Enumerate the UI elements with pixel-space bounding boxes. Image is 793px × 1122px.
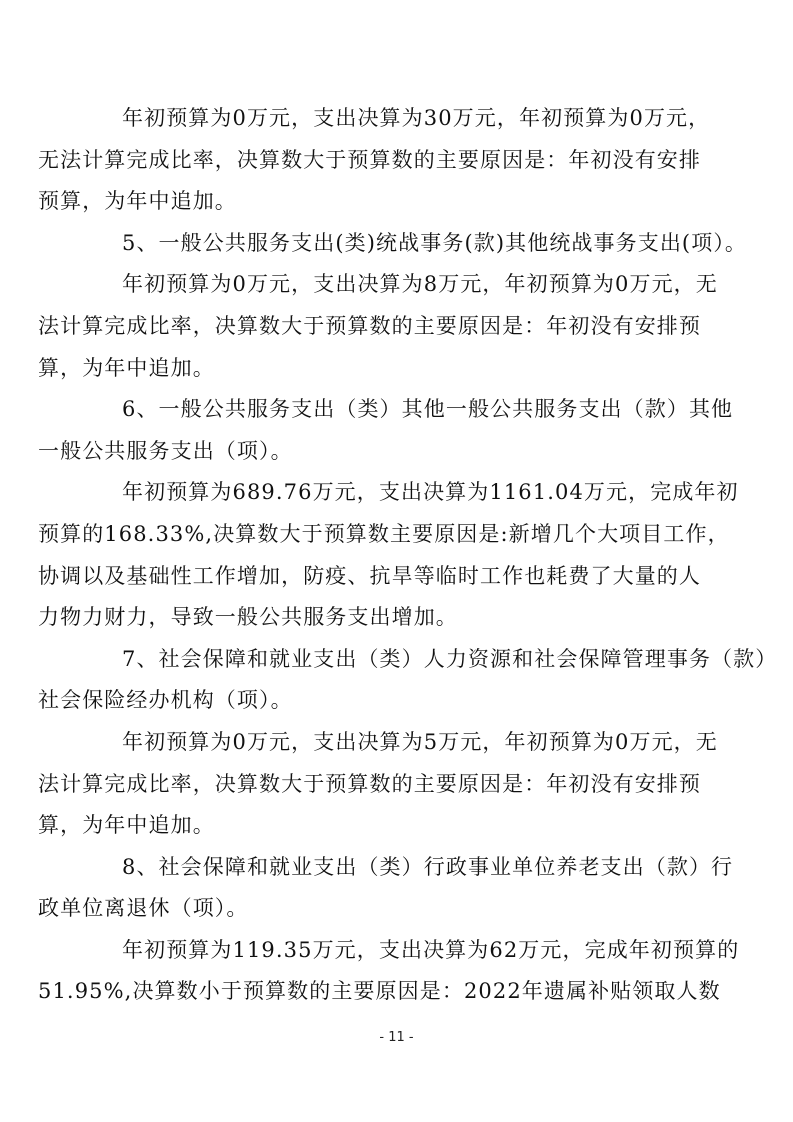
- text-line: 8、社会保障和就业支出（类）行政事业单位养老支出（款）行: [122, 854, 734, 879]
- text-line: 政单位离退休（项）。: [38, 896, 249, 921]
- paragraph: [38, 98, 720, 223]
- text-line: 无法计算完成比率，决算数大于预算数的主要原因是：年初没有安排: [38, 147, 701, 172]
- text-line: 算，为年中追加。: [38, 813, 215, 838]
- text-line: 年初预算为689.76万元，支出决算为1161.04万元，完成年初: [122, 480, 739, 505]
- document-body: [38, 98, 778, 1013]
- text-line: 法计算完成比率，决算数大于预算数的主要原因是：年初没有安排预: [38, 771, 701, 796]
- page-number: - 11 -: [379, 1030, 414, 1045]
- paragraph: [38, 264, 720, 389]
- paragraph: [38, 722, 720, 847]
- text-line: 算，为年中追加。: [38, 355, 215, 380]
- paragraph: [38, 472, 739, 638]
- text-line: 社会保险经办机构（项）。: [38, 688, 293, 713]
- section-heading: [80, 223, 748, 265]
- section-heading: [38, 639, 778, 722]
- text-line: 7、社会保障和就业支出（类）人力资源和社会保障管理事务（款）: [122, 646, 778, 671]
- text-line: 力物力财力，导致一般公共服务支出增加。: [38, 605, 458, 630]
- text-line: 51.95%,决算数小于预算数的主要原因是：2022年遗属补贴领取人数: [38, 979, 721, 1004]
- text-line: 6、一般公共服务支出（类）其他一般公共服务支出（款）其他: [122, 397, 734, 422]
- text-line: 年初预算为119.35万元，支出决算为62万元，完成年初预算的: [122, 937, 740, 962]
- text-line: 年初预算为0万元，支出决算为8万元，年初预算为0万元，无: [122, 272, 718, 297]
- text-line: 年初预算为0万元，支出决算为5万元，年初预算为0万元，无: [122, 729, 718, 754]
- text-line: 5、一般公共服务支出(类)统战事务(款)其他统战事务支出(项）。: [122, 230, 748, 255]
- text-line: 预算的168.33%,决算数大于预算数主要原因是:新增几个大项目工作，: [38, 521, 730, 546]
- section-heading: [38, 847, 734, 930]
- section-heading: [38, 389, 734, 472]
- text-line: 一般公共服务支出（项）。: [38, 438, 293, 463]
- text-line: 预算，为年中追加。: [38, 189, 237, 214]
- text-line: 法计算完成比率，决算数大于预算数的主要原因是：年初没有安排预: [38, 313, 701, 338]
- text-line: 年初预算为0万元，支出决算为30万元，年初预算为0万元，: [122, 106, 711, 130]
- text-line: 协调以及基础性工作增加，防疫、抗旱等临时工作也耗费了大量的人: [38, 563, 701, 588]
- paragraph: [38, 930, 740, 1013]
